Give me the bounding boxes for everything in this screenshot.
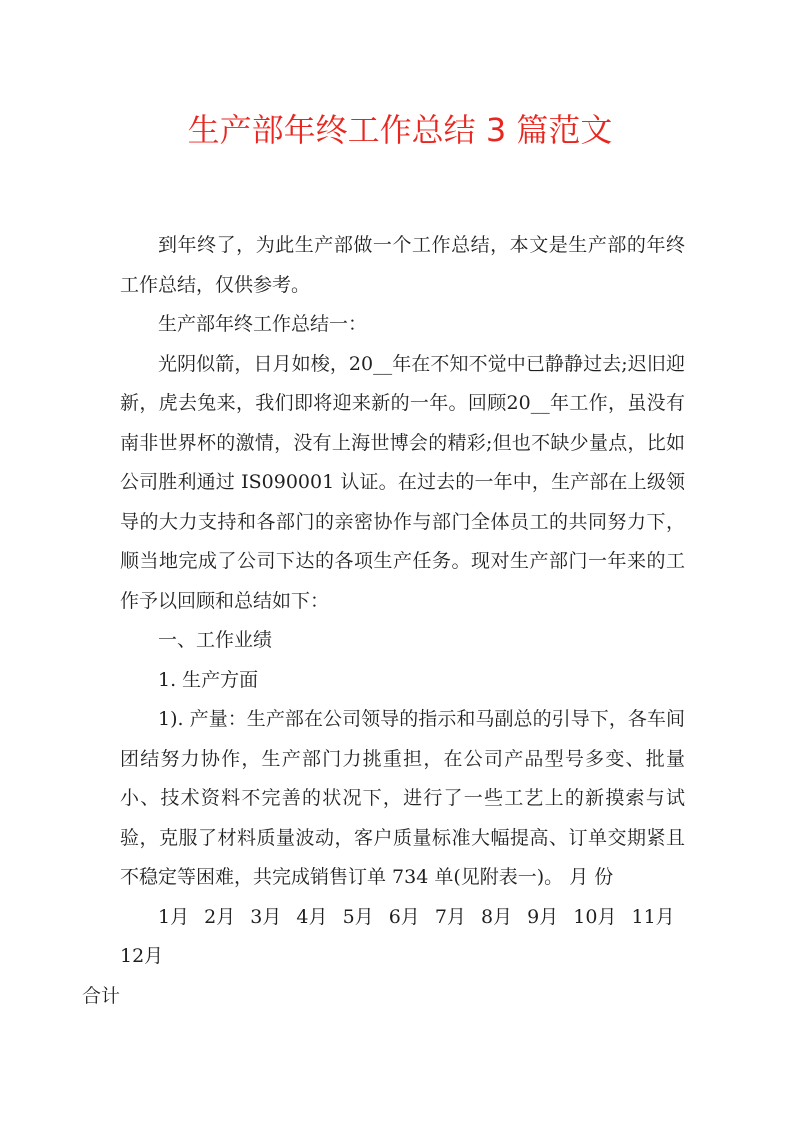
month-label: 10月 xyxy=(573,905,617,928)
month-label: 2月 xyxy=(204,905,236,928)
subsection-heading-production: 1. 生产方面 xyxy=(158,668,259,691)
month-label: 1月 xyxy=(158,905,190,928)
month-label: 4月 xyxy=(296,905,328,928)
total-label: 合计 xyxy=(82,984,121,1007)
month-label: 5月 xyxy=(342,905,374,928)
section-heading-summary-one: 生产部年终工作总结一： xyxy=(158,313,368,335)
intro-paragraph: 到年终了，为此生产部做一个工作总结，本文是生产部的年终工作总结，仅供参考。 xyxy=(120,234,685,296)
section-heading-performance: 一、工作业绩 xyxy=(158,629,273,651)
document-title: 生产部年终工作总结 3 篇范文 xyxy=(187,111,613,149)
document-body xyxy=(82,226,685,1016)
month-label: 11月 xyxy=(631,905,675,928)
month-label: 8月 xyxy=(480,905,513,928)
month-label: 7月 xyxy=(434,905,466,928)
output-paragraph: 1). 产量：生产部在公司领导的指示和马副总的引导下，各车间团结努力协作，生产部门力挑重担，在公司产品型号多变、批量小、技术资料不完善的状况下，进行了一些工艺上的新摸索与试验，克服了材料质量波动，客户质量标准大幅提高、订单交期紧且不稳定等困难，共完成销售订单 734 单(见附表一)。 月 份 xyxy=(120,708,685,888)
month-label: 3月 xyxy=(250,905,282,928)
month-label: 12月 xyxy=(120,945,164,967)
month-label: 9月 xyxy=(527,905,559,928)
month-row xyxy=(82,898,685,1017)
month-label: 6月 xyxy=(388,905,420,928)
review-paragraph: 光阴似箭，日月如梭，20__年在不知不觉中已静静过去;迟旧迎新，虎去兔来，我们即将迎来新的一年。回顾20__年工作，虽没有南非世界杯的激情，没有上海世博会的精彩;但也不缺少量点，比如公司胜利通过 IS090001 认证。在过去的一年中，生产部在上级领导的大力支持和各部门的亲密协作与部门全体员工的共同努力下，顺当地完成了公司下达的各项生产任务。现对生产部门一年来的工作予以回顾和总结如下： xyxy=(120,352,685,612)
